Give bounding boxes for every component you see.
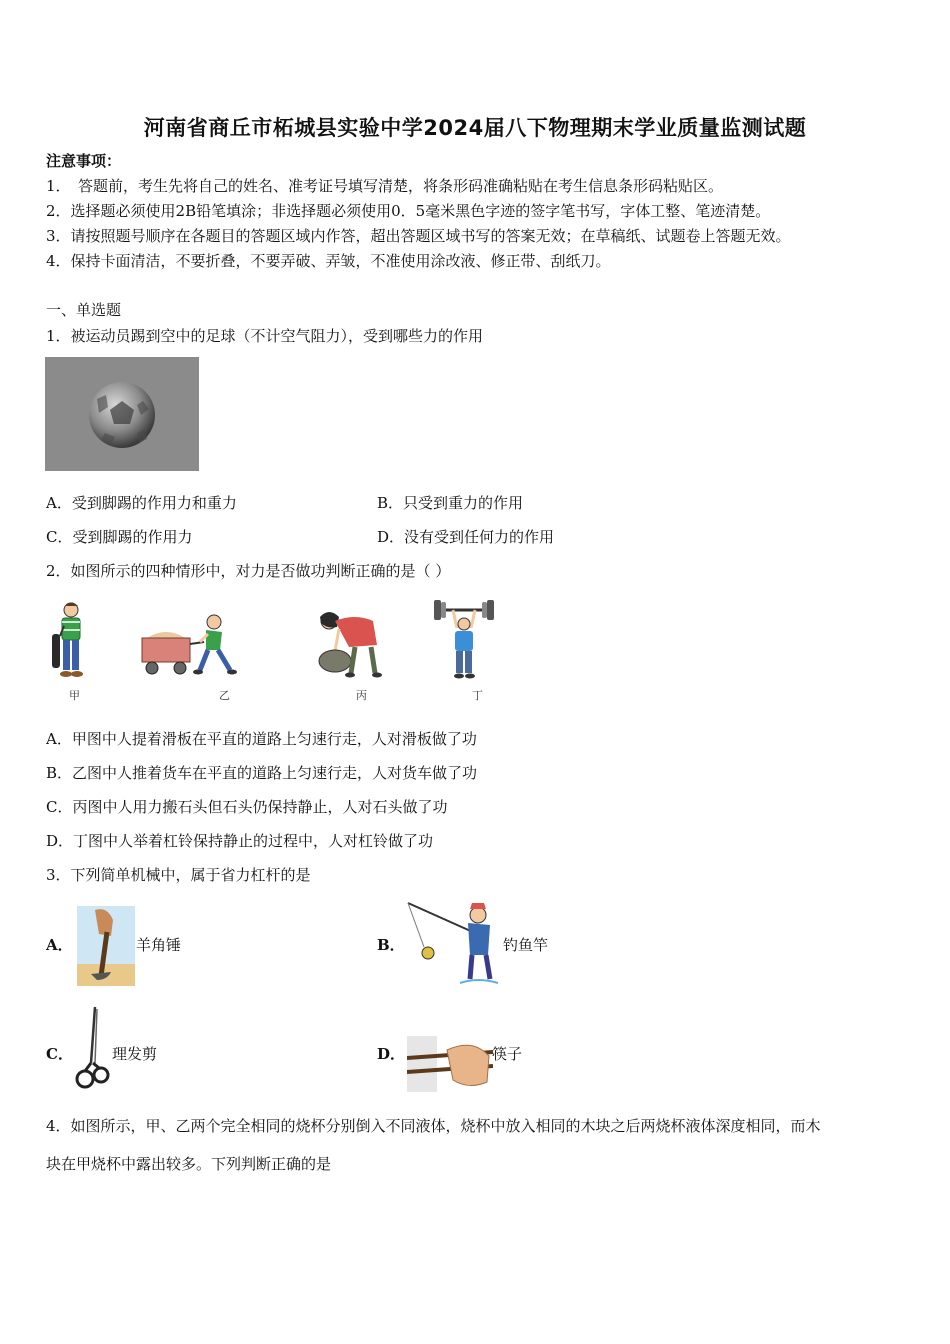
figure-jia-person-with-skateboard (48, 600, 94, 684)
q2-stem: 2．如图所示的四种情形中，对力是否做功判断正确的是（ ） (46, 562, 451, 580)
q1-option-b[interactable]: B．只受到重力的作用 (377, 494, 524, 512)
q3-option-b-text[interactable]: 钓鱼竿 (503, 936, 549, 954)
q1-option-a[interactable]: A．受到脚踢的作用力和重力 (46, 494, 237, 512)
notice-item-3: 3．请按照题号顺序在各题目的答题区域内作答，超出答题区域书写的答案无效；在草稿纸、试题卷上答题无效。 (46, 227, 791, 245)
q3-stem: 3．下列简单机械中，属于省力杠杆的是 (46, 866, 311, 884)
notice-item-4: 4．保持卡面清洁，不要折叠，不要弄破、弄皱，不准使用涂改液、修正带、刮纸刀。 (46, 252, 611, 270)
figure-ding-person-holding-barbell (433, 598, 495, 680)
figure-label-yi: 乙 (219, 689, 230, 702)
q2-option-b[interactable]: B．乙图中人推着货车在平直的道路上匀速行走，人对货车做了功 (46, 764, 478, 782)
figure-label-ding: 丁 (472, 689, 483, 702)
q3-option-c-text[interactable]: 理发剪 (112, 1045, 158, 1063)
q4-stem-line1: 4．如图所示，甲、乙两个完全相同的烧杯分别倒入不同液体，烧杯中放入相同的木块之后两烧杯液体深度相同，而木 (46, 1117, 821, 1135)
figure-bing-person-lifting-stone (315, 607, 385, 679)
q3-option-a-text[interactable]: 羊角锤 (136, 936, 182, 954)
claw-hammer-image (77, 906, 135, 986)
q3-option-d-letter[interactable]: D． (377, 1045, 406, 1063)
fishing-rod-image (404, 897, 502, 989)
q3-option-c-letter[interactable]: C． (46, 1045, 73, 1063)
q2-option-c[interactable]: C．丙图中人用力搬石头但石头仍保持静止，人对石头做了功 (46, 798, 448, 816)
q1-option-c[interactable]: C．受到脚踢的作用力 (46, 528, 193, 546)
q2-option-a[interactable]: A．甲图中人提着滑板在平直的道路上匀速行走，人对滑板做了功 (46, 730, 477, 748)
q4-stem-line2: 块在甲烧杯中露出较多。下列判断正确的是 (46, 1155, 332, 1173)
hair-scissors-image (73, 1005, 113, 1097)
q3-option-b-letter[interactable]: B． (377, 936, 405, 954)
section-heading: 一、单选题 (46, 301, 122, 319)
soccer-ball-image (45, 357, 199, 471)
q1-option-d[interactable]: D．没有受到任何力的作用 (377, 528, 555, 546)
q1-stem: 1．被运动员踢到空中的足球（不计空气阻力），受到哪些力的作用 (46, 327, 484, 345)
figure-yi-person-pushing-cart (138, 612, 238, 680)
figure-label-jia: 甲 (69, 689, 80, 702)
notice-heading: 注意事项： (46, 152, 122, 170)
q2-option-d[interactable]: D．丁图中人举着杠铃保持静止的过程中，人对杠铃做了功 (46, 832, 434, 850)
exam-title: 河南省商丘市柘城县实验中学2024届八下物理期末学业质量监测试题 (143, 116, 807, 140)
chopsticks-image (407, 1036, 493, 1092)
q3-option-a-letter[interactable]: A． (46, 936, 73, 954)
figure-label-bing: 丙 (356, 689, 367, 702)
q3-option-d-text[interactable]: 筷子 (492, 1045, 523, 1063)
notice-item-2: 2．选择题必须使用2B铅笔填涂；非选择题必须使用0．5毫米黑色字迹的签字笔书写，字体工整、笔迹清楚。 (46, 202, 771, 220)
notice-item-1: 1． 答题前，考生先将自己的姓名、准考证号填写清楚，将条形码准确粘贴在考生信息条形码粘贴区。 (46, 177, 724, 195)
